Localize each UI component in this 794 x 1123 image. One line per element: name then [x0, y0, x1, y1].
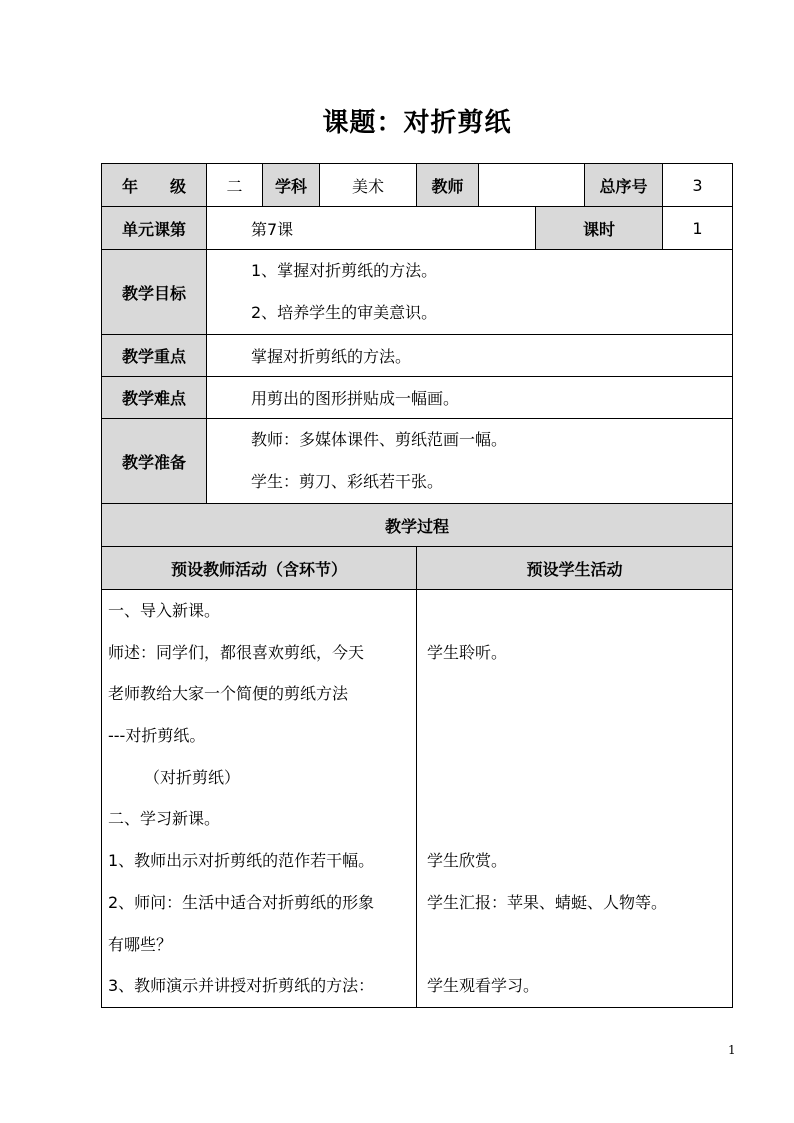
student-line: 学生观看学习。 [427, 976, 540, 996]
grade-label: 年 级 [102, 164, 207, 207]
grade-value: 二 [207, 164, 263, 207]
key-point-row [102, 335, 733, 377]
process-content-row [102, 590, 733, 1008]
lesson-plan-table [101, 163, 733, 1008]
student-line [427, 798, 732, 840]
student-line: 学生汇报：苹果、蜻蜓、人物等。 [427, 892, 668, 912]
student-line [427, 924, 732, 966]
seq-label: 总序号 [585, 164, 663, 207]
preparation-row [102, 419, 733, 504]
page-title: 课题：对折剪纸 [322, 108, 512, 138]
teacher-line: 有哪些？ [108, 934, 173, 954]
teacher-line: 1、教师出示对折剪纸的范作若干幅。 [108, 851, 375, 871]
student-line [427, 590, 732, 632]
goals-content [207, 250, 733, 335]
goal-line: 1、掌握对折剪纸的方法。 [251, 261, 438, 280]
teacher-activity-cell [102, 590, 417, 1008]
teacher-line: 3、教师演示并讲授对折剪纸的方法： [108, 976, 375, 996]
teacher-line: ---对折剪纸。 [108, 726, 206, 746]
student-line [427, 715, 732, 757]
preparation-label: 教学准备 [102, 419, 207, 504]
preparation-line: 学生：剪刀、彩纸若干张。 [251, 472, 444, 491]
teacher-line: 师述：同学们，都很喜欢剪纸，今天 [108, 642, 365, 662]
student-activity-cell [417, 590, 733, 1008]
preparation-line: 教师：多媒体课件、剪纸范画一幅。 [251, 430, 508, 449]
goals-label: 教学目标 [102, 250, 207, 335]
teacher-label: 教师 [417, 164, 479, 207]
subject-value: 美术 [320, 164, 417, 207]
period-value: 1 [663, 207, 733, 250]
difficulty-label: 教学难点 [102, 377, 207, 419]
student-line: 学生聆听。 [427, 642, 508, 662]
page-number: 1 [728, 1043, 736, 1057]
teacher-line: 老师教给大家一个简便的剪纸方法 [108, 684, 349, 704]
goals-row [102, 250, 733, 335]
period-label: 课时 [536, 207, 663, 250]
teacher-line: （对折剪纸） [144, 767, 241, 787]
unit-value: 第7课 [207, 207, 536, 250]
preparation-content [207, 419, 733, 504]
key-point-label: 教学重点 [102, 335, 207, 377]
process-heading: 教学过程 [102, 504, 733, 547]
seq-value: 3 [663, 164, 733, 207]
teacher-line: 二、学习新课。 [108, 809, 221, 829]
difficulty-row [102, 377, 733, 419]
goal-line: 2、培养学生的审美意识。 [251, 303, 438, 322]
process-columns-row [102, 547, 733, 590]
teacher-activity-header: 预设教师活动（含环节） [102, 547, 417, 590]
student-line [427, 757, 732, 799]
header-row [102, 164, 733, 207]
subject-label: 学科 [263, 164, 320, 207]
student-activity-header: 预设学生活动 [417, 547, 733, 590]
unit-row [102, 207, 733, 250]
teacher-value [479, 164, 585, 207]
key-point-value: 掌握对折剪纸的方法。 [207, 335, 733, 377]
difficulty-value: 用剪出的图形拼贴成一幅画。 [207, 377, 733, 419]
teacher-line: 一、导入新课。 [108, 601, 221, 620]
teacher-line: 2、师问：生活中适合对折剪纸的形象 [108, 892, 375, 912]
unit-label: 单元课第 [102, 207, 207, 250]
process-heading-row [102, 504, 733, 547]
student-line [427, 673, 732, 715]
student-line: 学生欣赏。 [427, 851, 508, 871]
